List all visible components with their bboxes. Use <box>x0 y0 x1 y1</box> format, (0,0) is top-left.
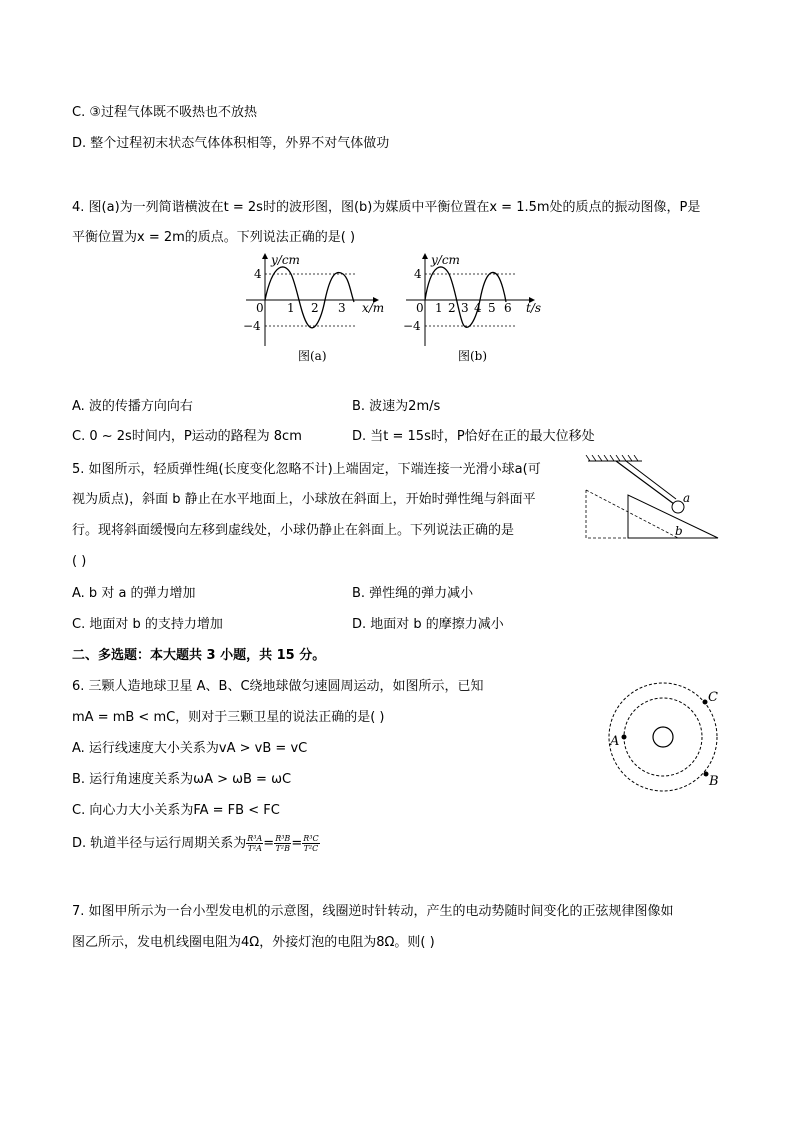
fig-a-bottom-tick: −4 <box>243 319 261 333</box>
q4-stem-line2: 平衡位置为x = 2m的质点。下列说法正确的是( ) <box>72 230 356 245</box>
fig-a-tick-1: 1 <box>287 301 295 315</box>
q5-option-d: D. 地面对 b 的摩擦力减小 <box>352 617 504 632</box>
fraction-c: $\frac{\text{R³C}}{\text{T²C}}$ <box>303 834 319 853</box>
q6-stem-line2: mA = mB < mC，则对于三颗卫星的说法正确的是( ) <box>72 710 385 725</box>
q4-option-c: C. 0 ~ 2s时间内，P运动的路程为 8cm <box>72 429 302 444</box>
q5-incline-figure <box>580 455 725 545</box>
fig-a-top-tick: 4 <box>254 267 262 281</box>
q6-option-a: A. 运行线速度大小关系为vA > vB = vC <box>72 741 308 756</box>
fig-b-caption: 图(b) <box>458 349 488 363</box>
q4-option-a: A. 波的传播方向向右 <box>72 399 193 414</box>
q6-orbit-figure <box>598 680 728 795</box>
q5-option-b: B. 弹性绳的弹力减小 <box>352 586 474 601</box>
q4-option-d: D. 当t = 15s时，P恰好在正的最大位移处 <box>352 429 595 444</box>
fraction-b: $\frac{\text{R³B}}{\text{T²B}}$ <box>275 834 291 853</box>
fig-b-tick-3: 3 <box>461 301 469 315</box>
fig-b-top-tick: 4 <box>414 267 422 281</box>
fig-b-tick-6: 6 <box>504 301 512 315</box>
q3-option-c: C. ③过程气体既不吸热也不放热 <box>72 105 257 120</box>
q4-figure-a <box>238 248 398 366</box>
label-b: b <box>675 524 683 538</box>
satellite-c <box>703 700 708 705</box>
satellite-a <box>622 735 627 740</box>
fig-b-tick-1: 1 <box>435 301 443 315</box>
fig-b-origin: 0 <box>416 301 424 315</box>
label-a: a <box>683 491 691 505</box>
fig-b-tick-5: 5 <box>488 301 496 315</box>
wave-curve-a <box>265 267 354 328</box>
q5-stem-line2: 视为质点)，斜面 b 静止在水平地面上，小球放在斜面上，开始时弹性绳与斜面平 <box>72 492 536 507</box>
q6-option-b: B. 运行角速度关系为ωA > ωB = ωC <box>72 772 292 787</box>
q5-option-c: C. 地面对 b 的支持力增加 <box>72 617 223 632</box>
q6-option-c: C. 向心力大小关系为FA = FB < FC <box>72 803 280 818</box>
q6-stem-line1: 6. 三颗人造地球卫星 A、B、C绕地球做匀速圆周运动，如图所示，已知 <box>72 679 484 694</box>
fig-a-ylabel: y/cm <box>271 253 300 267</box>
fig-a-origin: 0 <box>256 301 264 315</box>
q7-stem-line1: 7. 如图甲所示为一台小型发电机的示意图，线圈逆时针转动，产生的电动势随时间变化的正弦规律图像如 <box>72 904 674 919</box>
fig-b-bottom-tick: −4 <box>403 319 421 333</box>
fig-b-xlabel: t/s <box>526 301 542 315</box>
fig-a-caption: 图(a) <box>298 349 327 363</box>
q5-stem-line3: 行。现将斜面缓慢向左移到虚线处，小球仍静止在斜面上。下列说法正确的是 <box>72 523 515 538</box>
fig-a-xlabel: x/m <box>362 301 385 315</box>
label-C: C <box>708 690 718 705</box>
fig-a-tick-2: 2 <box>311 301 319 315</box>
fig-b-ylabel: y/cm <box>431 253 460 267</box>
q3-option-d: D. 整个过程初末状态气体体积相等，外界不对气体做功 <box>72 136 390 151</box>
q7-stem-line2: 图乙所示，发电机线圈电阻为4Ω，外接灯泡的电阻为8Ω。则( ) <box>72 935 435 950</box>
fig-b-tick-4: 4 <box>474 301 482 315</box>
label-B: B <box>709 774 719 789</box>
wave-curve-b <box>425 267 506 327</box>
fig-b-tick-2: 2 <box>448 301 456 315</box>
fig-a-tick-3: 3 <box>338 301 346 315</box>
q4-option-b: B. 波速为2m/s <box>352 399 441 414</box>
q6-option-d: D. 轨道半径与运行周期关系为 $\frac{\text{R³A}}{\text{T²A}}$ = $\frac{\text{R³B}}{\text{T²B}}$ = $\frac{\text{R³C}}{\text{T²C}}$ <box>72 834 319 853</box>
q4-stem-line1: 4. 图(a)为一列简谐横波在t = 2s时的波形图，图(b)为媒质中平衡位置在x = 1.5m处的质点的振动图像，P是 <box>72 200 701 215</box>
fraction-a: $\frac{\text{R³A}}{\text{T²A}}$ <box>247 834 263 853</box>
label-A: A <box>610 734 620 749</box>
q6-option-d-prefix: D. 轨道半径与运行周期关系为 <box>72 836 247 851</box>
satellite-b <box>704 772 709 777</box>
earth <box>653 727 673 747</box>
q5-option-a: A. b 对 a 的弹力增加 <box>72 586 196 601</box>
q5-stem-line1: 5. 如图所示，轻质弹性绳(长度变化忽略不计)上端固定，下端连接一光滑小球a(可 <box>72 462 541 477</box>
section-2-heading: 二、多选题：本大题共 3 小题，共 15 分。 <box>72 648 326 663</box>
q5-stem-line4: ( ) <box>72 554 87 569</box>
q4-figure-b <box>398 248 558 366</box>
